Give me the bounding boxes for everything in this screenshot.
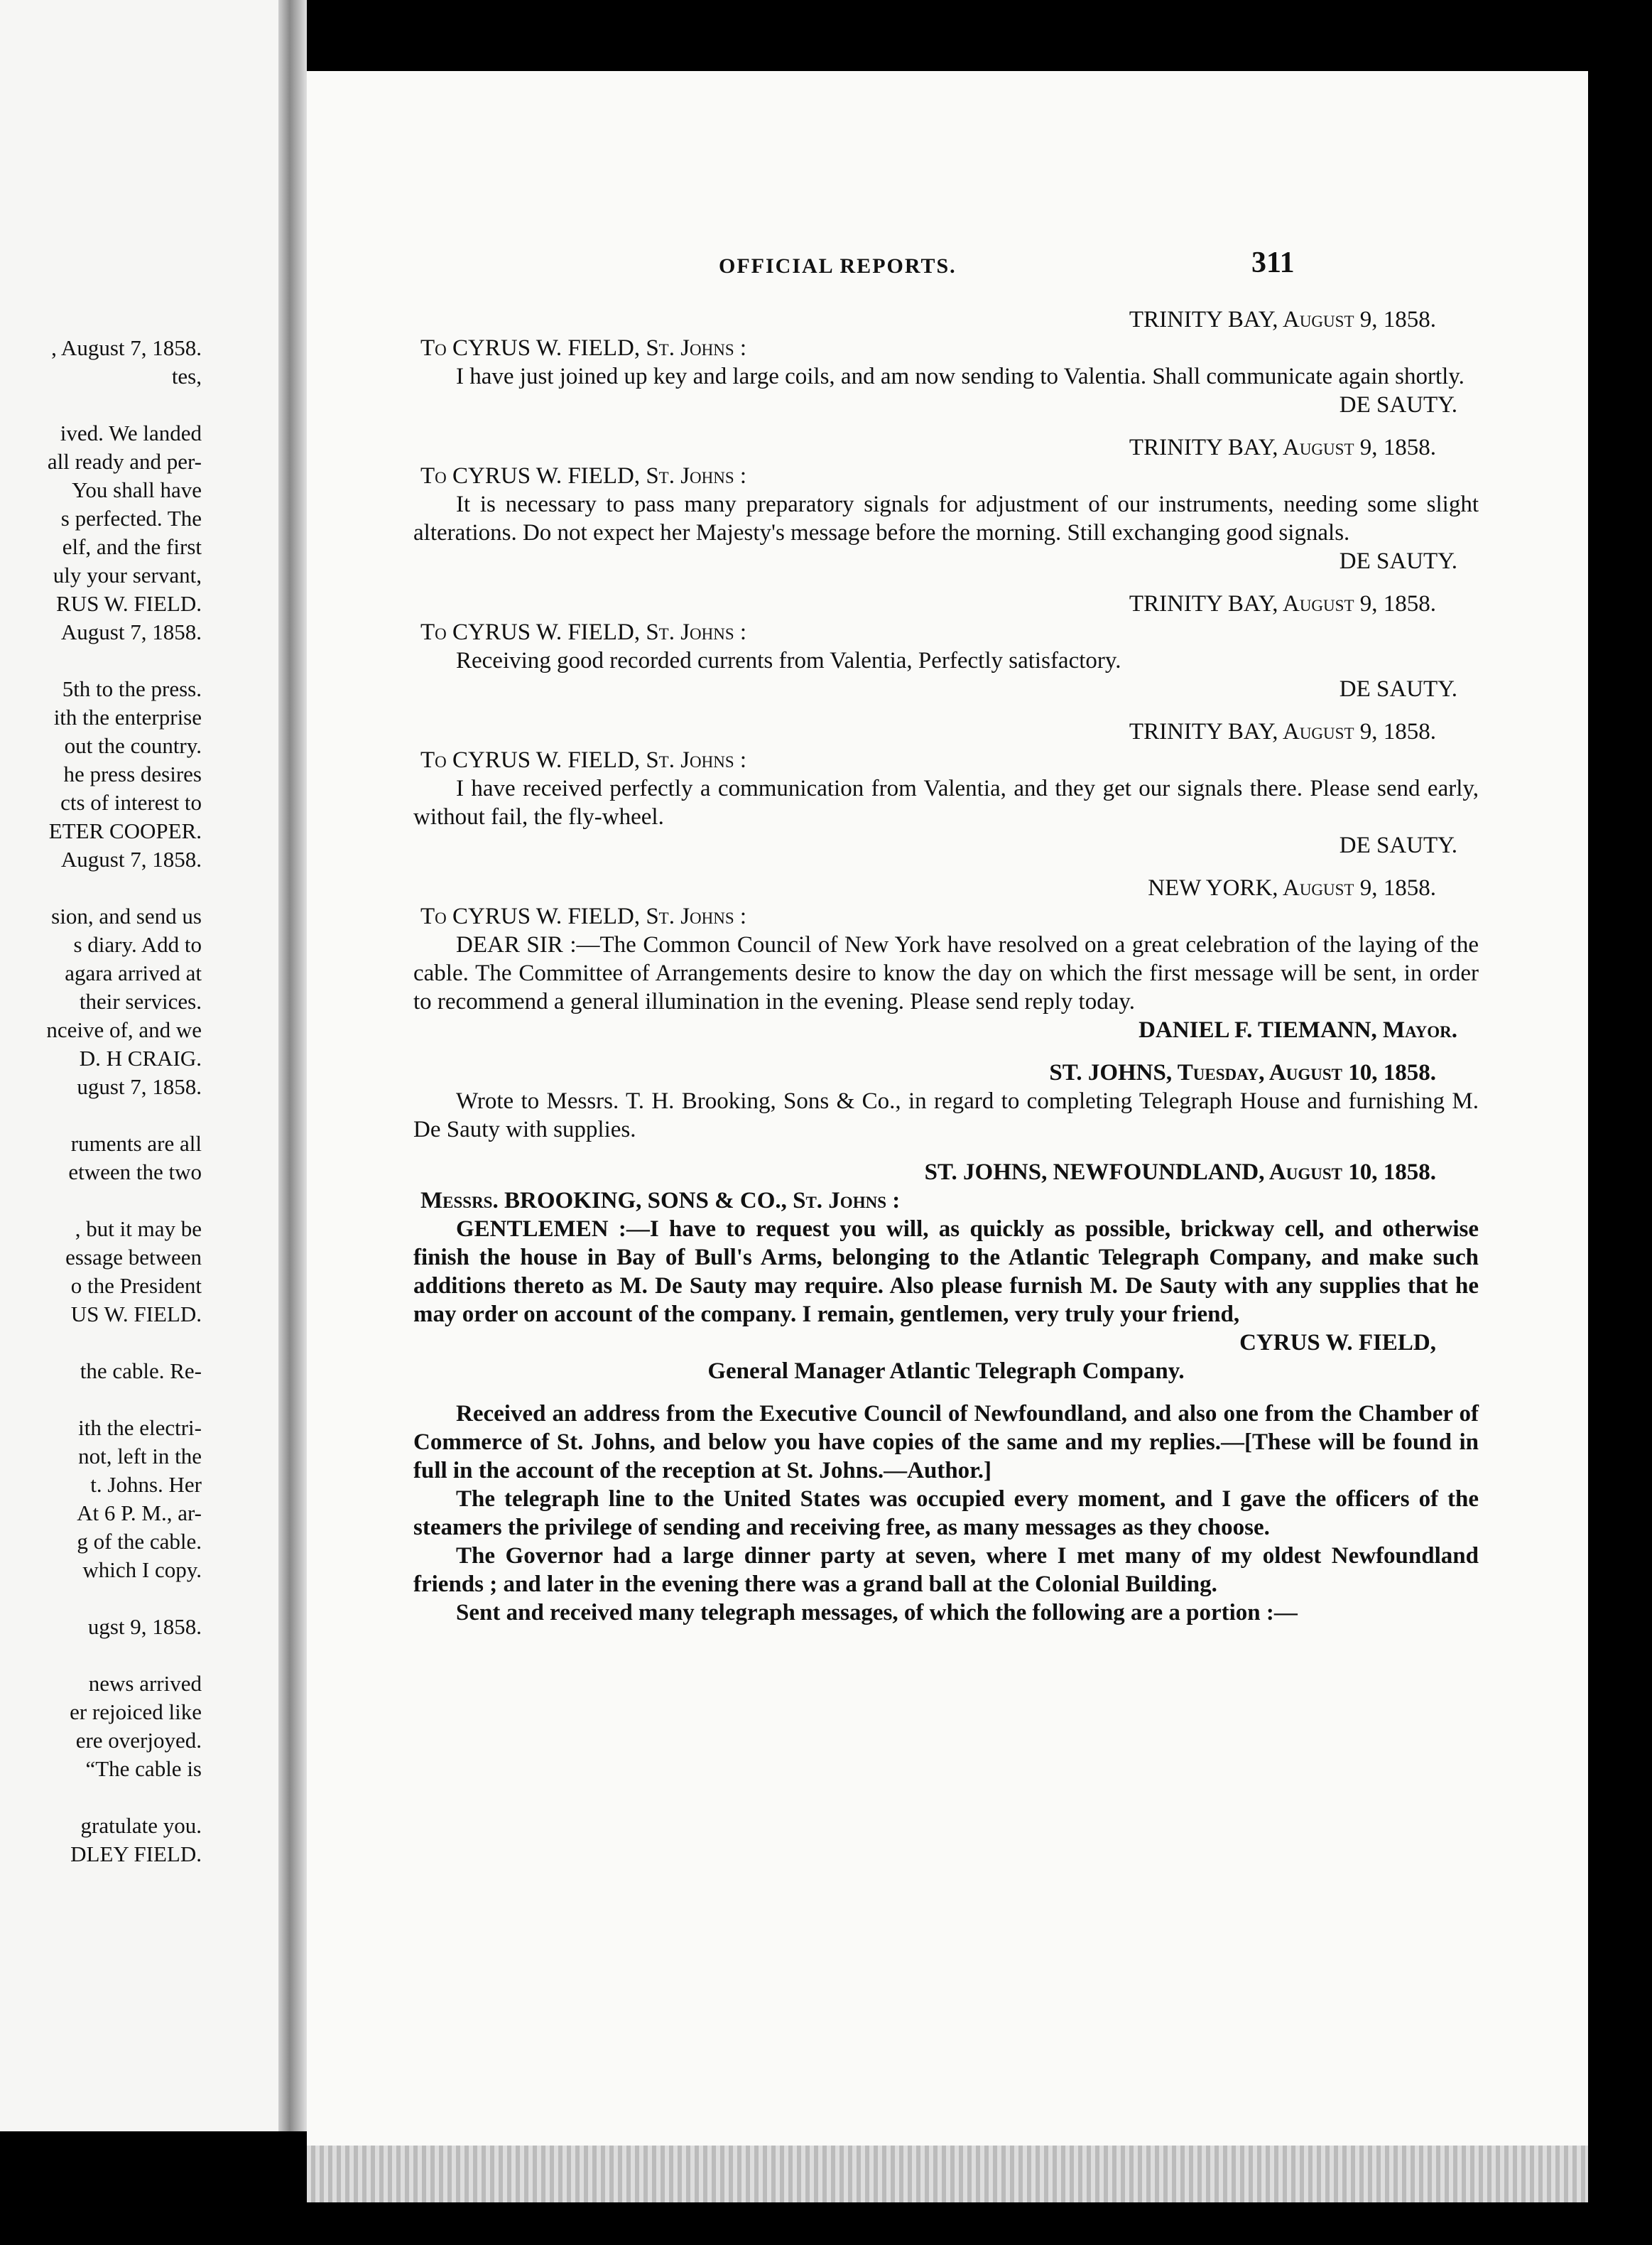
left-page-line: he press desires [63,762,202,786]
left-page-line: US W. FIELD. [70,1302,202,1326]
signature: DE SAUTY. [1339,676,1457,702]
left-page-line [0,1783,278,1812]
left-page-line: 5th to the press. [62,676,202,701]
narrative [413,1400,1479,1627]
left-page-text [0,334,278,1868]
left-page-line: cts of interest to [60,790,202,815]
left-page-line [0,647,278,675]
left-page [0,0,278,2131]
left-page-line: o the President [70,1273,202,1298]
dateline: TRINITY BAY, August 9, 1858. [1129,591,1436,617]
left-page-line: ugst 9, 1858. [87,1614,202,1639]
telegram-3 [413,590,1479,703]
left-page-line: er rejoiced like [70,1699,202,1724]
dateline: TRINITY BAY, August 9, 1858. [1129,719,1436,745]
dateline: TRINITY BAY, August 9, 1858. [1129,435,1436,460]
left-page-line: ith the electri- [78,1415,202,1440]
left-page-line: You shall have [72,477,202,502]
left-page-line [0,1641,278,1670]
addressee: To CYRUS W. FIELD, St. Johns : [420,335,747,361]
right-page [307,71,1588,2202]
left-page-line: uly your servant, [53,563,202,588]
left-page-line [0,1385,278,1414]
narrative-paragraph: The Governor had a large dinner party at seven, where I met many of my oldest Newfoundland friends ; and later in the evening there was a grand ball at the Colonial Building. [413,1543,1479,1597]
telegram-5 [413,874,1479,1044]
signature-title: General Manager Atlantic Telegraph Company. [707,1358,1185,1384]
addressee: Messrs. BROOKING, SONS & CO., St. Johns : [420,1188,901,1213]
telegram-body: I have received perfectly a communication from Valentia, and they get our signals there. Please send early, without fail, the fly-wheel. [413,776,1479,830]
left-page-line: not, left in the [78,1444,202,1468]
left-page-line: gratulate you. [80,1813,202,1838]
page-number: 311 [1251,247,1295,279]
dateline: TRINITY BAY, August 9, 1858. [1129,307,1436,332]
left-page-line: out the country. [64,733,202,758]
left-page-line [0,1329,278,1357]
signature: DE SAUTY. [1339,833,1457,858]
left-page-line: t. Johns. Her [90,1472,202,1497]
signature: DE SAUTY. [1339,392,1457,418]
left-page-line: tes, [171,364,202,389]
left-page-line: s diary. Add to [73,932,202,957]
left-page-line [0,1101,278,1130]
addressee: To CYRUS W. FIELD, St. Johns : [420,904,747,929]
left-page-line: essage between [65,1245,202,1270]
left-page-line: nceive of, and we [46,1017,202,1042]
left-page-line: DLEY FIELD. [70,1841,202,1866]
signature: DE SAUTY. [1339,548,1457,574]
page-bottom-edge [307,2146,1588,2202]
book-gutter [278,0,307,2131]
telegram-2 [413,433,1479,575]
left-page-line: ived. We landed [60,421,202,445]
telegram-1 [413,305,1479,419]
telegram-body: Receiving good recorded currents from Valentia, Perfectly satisfactory. [456,648,1121,674]
left-page-line: news arrived [88,1671,202,1696]
left-page-line: , August 7, 1858. [51,335,202,360]
narrative-paragraph: Sent and received many telegraph messages, of which the following are a portion :— [456,1600,1298,1625]
signature: DANIEL F. TIEMANN, Mayor. [1139,1017,1457,1043]
scan-border [1588,0,1652,2245]
left-page-line [0,874,278,902]
left-page-line: “The cable is [85,1756,202,1781]
telegram-4 [413,718,1479,860]
narrative-paragraph: Received an address from the Executive Council of Newfoundland, and also one from the Chamber of Commerce of St. Johns, and below you have copies of the same and my replies.—[These will be found in full in the account of the reception at St. Johns.—Author.] [413,1401,1479,1483]
left-page-line: sion, and send us [51,904,202,929]
signature-name: CYRUS W. FIELD, [1239,1330,1436,1356]
left-page-line: their services. [79,989,202,1014]
page-content [413,305,1479,1627]
left-page-line: At 6 P. M., ar- [77,1500,202,1525]
stjohns-note [413,1059,1479,1144]
left-page-line: ETER COOPER. [48,818,202,843]
left-page-line: agara arrived at [65,961,202,985]
left-page-line: elf, and the first [62,534,202,559]
brooking-letter [413,1158,1479,1385]
left-page-line: ruments are all [70,1131,202,1156]
left-page-line: all ready and per- [47,449,202,474]
left-page-line: , but it may be [75,1216,202,1241]
narrative-paragraph: The telegraph line to the United States was occupied every moment, and I gave the officers of the steamers the privilege of sending and receiving free, as many messages as they choose. [413,1486,1479,1540]
addressee: To CYRUS W. FIELD, St. Johns : [420,747,747,773]
left-page-line: August 7, 1858. [60,620,202,644]
left-page-line: RUS W. FIELD. [56,591,202,616]
left-page-line: ith the enterprise [53,705,202,730]
addressee: To CYRUS W. FIELD, St. Johns : [420,620,747,645]
left-page-line [0,1186,278,1215]
left-page-line: s perfected. The [60,506,202,531]
dateline: ST. JOHNS, NEWFOUNDLAND, August 10, 1858. [924,1159,1436,1185]
left-page-line: ugust 7, 1858. [77,1074,202,1099]
left-page-line: August 7, 1858. [60,847,202,872]
dateline: NEW YORK, August 9, 1858. [1148,875,1436,901]
left-page-line: g of the cable. [77,1529,202,1554]
telegram-body: It is necessary to pass many preparatory signals for adjustment of our instruments, needing some slight alterations. Do not expect her Majesty's message before the morning. Still exchanging good signals. [413,492,1479,546]
left-page-line: ere overjoyed. [75,1728,202,1753]
telegram-body: I have just joined up key and large coils, and am now sending to Valentia. Shall communicate again shortly. [456,364,1464,389]
left-page-line: etween the two [68,1159,202,1184]
letter-body: GENTLEMEN :—I have to request you will, as quickly as possible, brickway cell, and otherwise finish the house in Bay of Bull's Arms, belonging to the Atlantic Telegraph Company, and make such additions thereto as M. De Sauty may require. Also please furnish M. De Sauty with any supplies that he may order on account of the company. I remain, gentlemen, very truly your friend, [413,1216,1479,1327]
addressee: To CYRUS W. FIELD, St. Johns : [420,463,747,489]
left-page-line [0,391,278,419]
dateline: ST. JOHNS, Tuesday, August 10, 1858. [1049,1060,1436,1086]
left-page-line: which I copy. [82,1557,202,1582]
running-head: OFFICIAL REPORTS. [719,254,957,278]
telegram-body: DEAR SIR :—The Common Council of New York have resolved on a great celebration of the laying of the cable. The Committee of Arrangements desire to know the day on which the first message will be sent, in order to recommend a general illumination in the evening. Please send reply today. [413,932,1479,1015]
left-page-line [0,1584,278,1613]
left-page-line: D. H CRAIG. [79,1046,202,1071]
left-page-line: the cable. Re- [80,1358,202,1383]
note-body: Wrote to Messrs. T. H. Brooking, Sons & Co., in regard to completing Telegraph House and furnishing M. De Sauty with supplies. [413,1088,1479,1142]
